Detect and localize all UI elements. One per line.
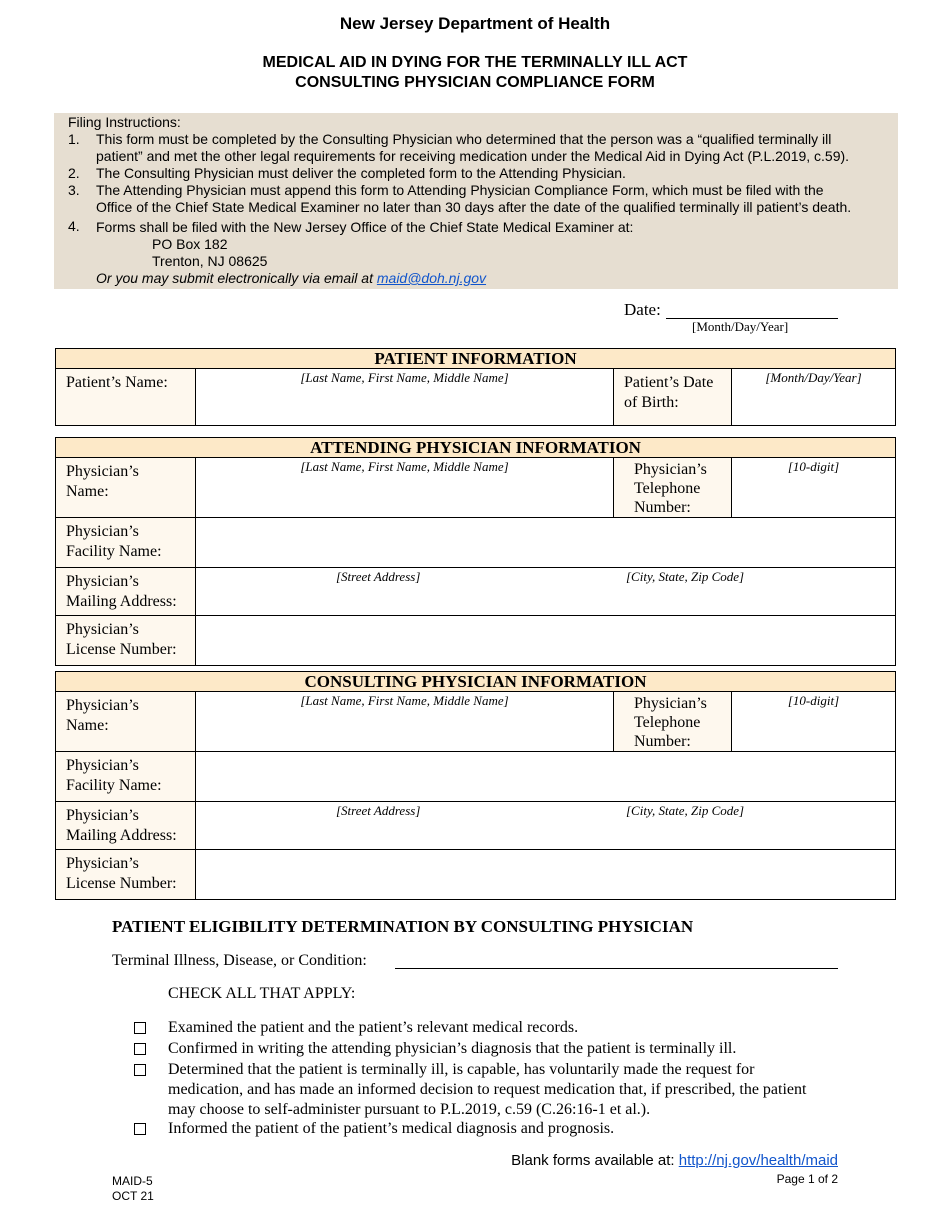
attending-license-label: Physician’s License Number:: [56, 616, 196, 666]
consulting-physician-header: CONSULTING PHYSICIAN INFORMATION: [56, 672, 896, 692]
attending-name-hint: [Last Name, First Name, Middle Name]: [300, 459, 509, 474]
consulting-street-hint: [Street Address]: [336, 803, 421, 818]
consulting-facility-label: Physician’s Facility Name:: [56, 752, 196, 802]
consulting-license-label: Physician’s License Number:: [56, 850, 196, 900]
attending-facility-field[interactable]: [196, 518, 896, 568]
consulting-license-field[interactable]: [196, 850, 896, 900]
consulting-address-label: Physician’s Mailing Address:: [56, 802, 196, 850]
consulting-facility-field[interactable]: [196, 752, 896, 802]
attending-city-hint: [City, State, Zip Code]: [626, 569, 745, 584]
instructions-heading: Filing Instructions:: [68, 114, 181, 130]
checkbox-determined[interactable]: [134, 1064, 146, 1076]
form-title-line1: MEDICAL AID IN DYING FOR THE TERMINALLY ILL ACT: [262, 54, 688, 71]
instruction-number: 2.: [68, 165, 80, 181]
condition-label: Terminal Illness, Disease, or Condition:: [112, 952, 367, 969]
consulting-name-hint: [Last Name, First Name, Middle Name]: [300, 693, 509, 708]
attending-license-field[interactable]: [196, 616, 896, 666]
patient-dob-hint: [Month/Day/Year]: [765, 370, 862, 385]
blank-forms-label: Blank forms available at:: [511, 1152, 679, 1169]
attending-physician-header: ATTENDING PHYSICIAN INFORMATION: [56, 438, 896, 458]
instruction-1-line1: This form must be completed by the Consulting Physician who determined that the person was a “qualified terminally ill: [96, 131, 832, 147]
check-all-label: CHECK ALL THAT APPLY:: [168, 985, 356, 1002]
consulting-name-field[interactable]: [196, 692, 614, 752]
check-item-confirmed: Confirmed in writing the attending physician’s diagnosis that the patient is terminally ill.: [168, 1040, 737, 1057]
attending-phone-hint: [10-digit]: [787, 459, 840, 474]
instruction-4-line1: Forms shall be filed with the New Jersey Office of the Chief State Medical Examiner at:: [96, 219, 634, 235]
patient-name-label: Patient’s Name:: [56, 369, 196, 426]
consulting-phone-hint: [10-digit]: [787, 693, 840, 708]
form-id: MAID-5: [112, 1174, 153, 1188]
patient-dob-label: Patient’s Date of Birth:: [614, 369, 732, 426]
consulting-name-label: Physician’s Name:: [56, 692, 196, 752]
checkbox-informed[interactable]: [134, 1123, 146, 1135]
consulting-city-hint: [City, State, Zip Code]: [626, 803, 745, 818]
date-hint: [Month/Day/Year]: [692, 319, 789, 334]
email-instruction: [96, 270, 896, 287]
instruction-3-line1: The Attending Physician must append this form to Attending Physician Compliance Form, which must be filed with the: [96, 182, 824, 198]
check-item-determined: Determined that the patient is terminally ill, is capable, has voluntarily made the request for medication, and has made an informed decision to request medication that, if prescribed, the patient may choose to self-administer pursuant to P.L.2019, c.59 (C.26:16-1 et al.).: [168, 1061, 807, 1118]
email-link[interactable]: maid@doh.nj.gov: [376, 270, 487, 286]
instruction-1-line2: patient” and met the other legal requirements for receiving medication under the Medical Aid in Dying Act (P.L.2019, c.59).: [96, 148, 850, 164]
attending-physician-table: [55, 437, 896, 666]
instruction-3-line2: Office of the Chief State Medical Examiner no later than 30 days after the date of the qualified terminally ill patient’s death.: [96, 199, 852, 215]
instruction-number: 4.: [68, 218, 80, 234]
attending-address-label: Physician’s Mailing Address:: [56, 568, 196, 616]
consulting-phone-field[interactable]: [732, 692, 896, 752]
patient-information-header: PATIENT INFORMATION: [56, 349, 896, 369]
checkbox-examined[interactable]: [134, 1022, 146, 1034]
attending-phone-label: Physician’s Telephone Number:: [614, 458, 732, 518]
blank-forms-note: [511, 1152, 838, 1169]
consulting-physician-table: [55, 671, 896, 900]
blank-forms-link[interactable]: http://nj.gov/health/maid: [678, 1152, 838, 1169]
date-label: Date:: [624, 300, 661, 319]
patient-dob-field[interactable]: [732, 369, 896, 426]
attending-name-field[interactable]: [196, 458, 614, 518]
form-id-block: [112, 1174, 154, 1204]
attending-street-hint: [Street Address]: [336, 569, 421, 584]
page-number: Page 1 of 2: [776, 1172, 838, 1186]
consulting-address-field[interactable]: [196, 802, 896, 850]
instruction-2-line1: The Consulting Physician must deliver the completed form to the Attending Physician.: [96, 165, 626, 181]
mailing-address-line1: PO Box 182: [152, 236, 228, 252]
instruction-number: 1.: [68, 131, 80, 147]
email-prefix: Or you may submit electronically via email at: [96, 270, 377, 286]
agency-title: New Jersey Department of Health: [339, 14, 611, 33]
instruction-number: 3.: [68, 182, 80, 198]
condition-field[interactable]: [395, 968, 838, 969]
check-item-examined: Examined the patient and the patient’s relevant medical records.: [168, 1019, 579, 1036]
consulting-phone-label: Physician’s Telephone Number:: [614, 692, 732, 752]
attending-name-label: Physician’s Name:: [56, 458, 196, 518]
attending-address-field[interactable]: [196, 568, 896, 616]
patient-name-hint: [Last Name, First Name, Middle Name]: [300, 370, 509, 385]
form-date: OCT 21: [112, 1189, 154, 1203]
patient-name-field[interactable]: [196, 369, 614, 426]
eligibility-title: PATIENT ELIGIBILITY DETERMINATION BY CONSULTING PHYSICIAN: [112, 917, 694, 936]
form-title-line2: CONSULTING PHYSICIAN COMPLIANCE FORM: [295, 74, 655, 91]
patient-information-table: [55, 348, 896, 426]
checkbox-confirmed[interactable]: [134, 1043, 146, 1055]
attending-facility-label: Physician’s Facility Name:: [56, 518, 196, 568]
filing-instructions: [54, 113, 898, 289]
attending-phone-field[interactable]: [732, 458, 896, 518]
check-item-informed: Informed the patient of the patient’s medical diagnosis and prognosis.: [168, 1120, 615, 1137]
mailing-address-line2: Trenton, NJ 08625: [152, 253, 268, 269]
